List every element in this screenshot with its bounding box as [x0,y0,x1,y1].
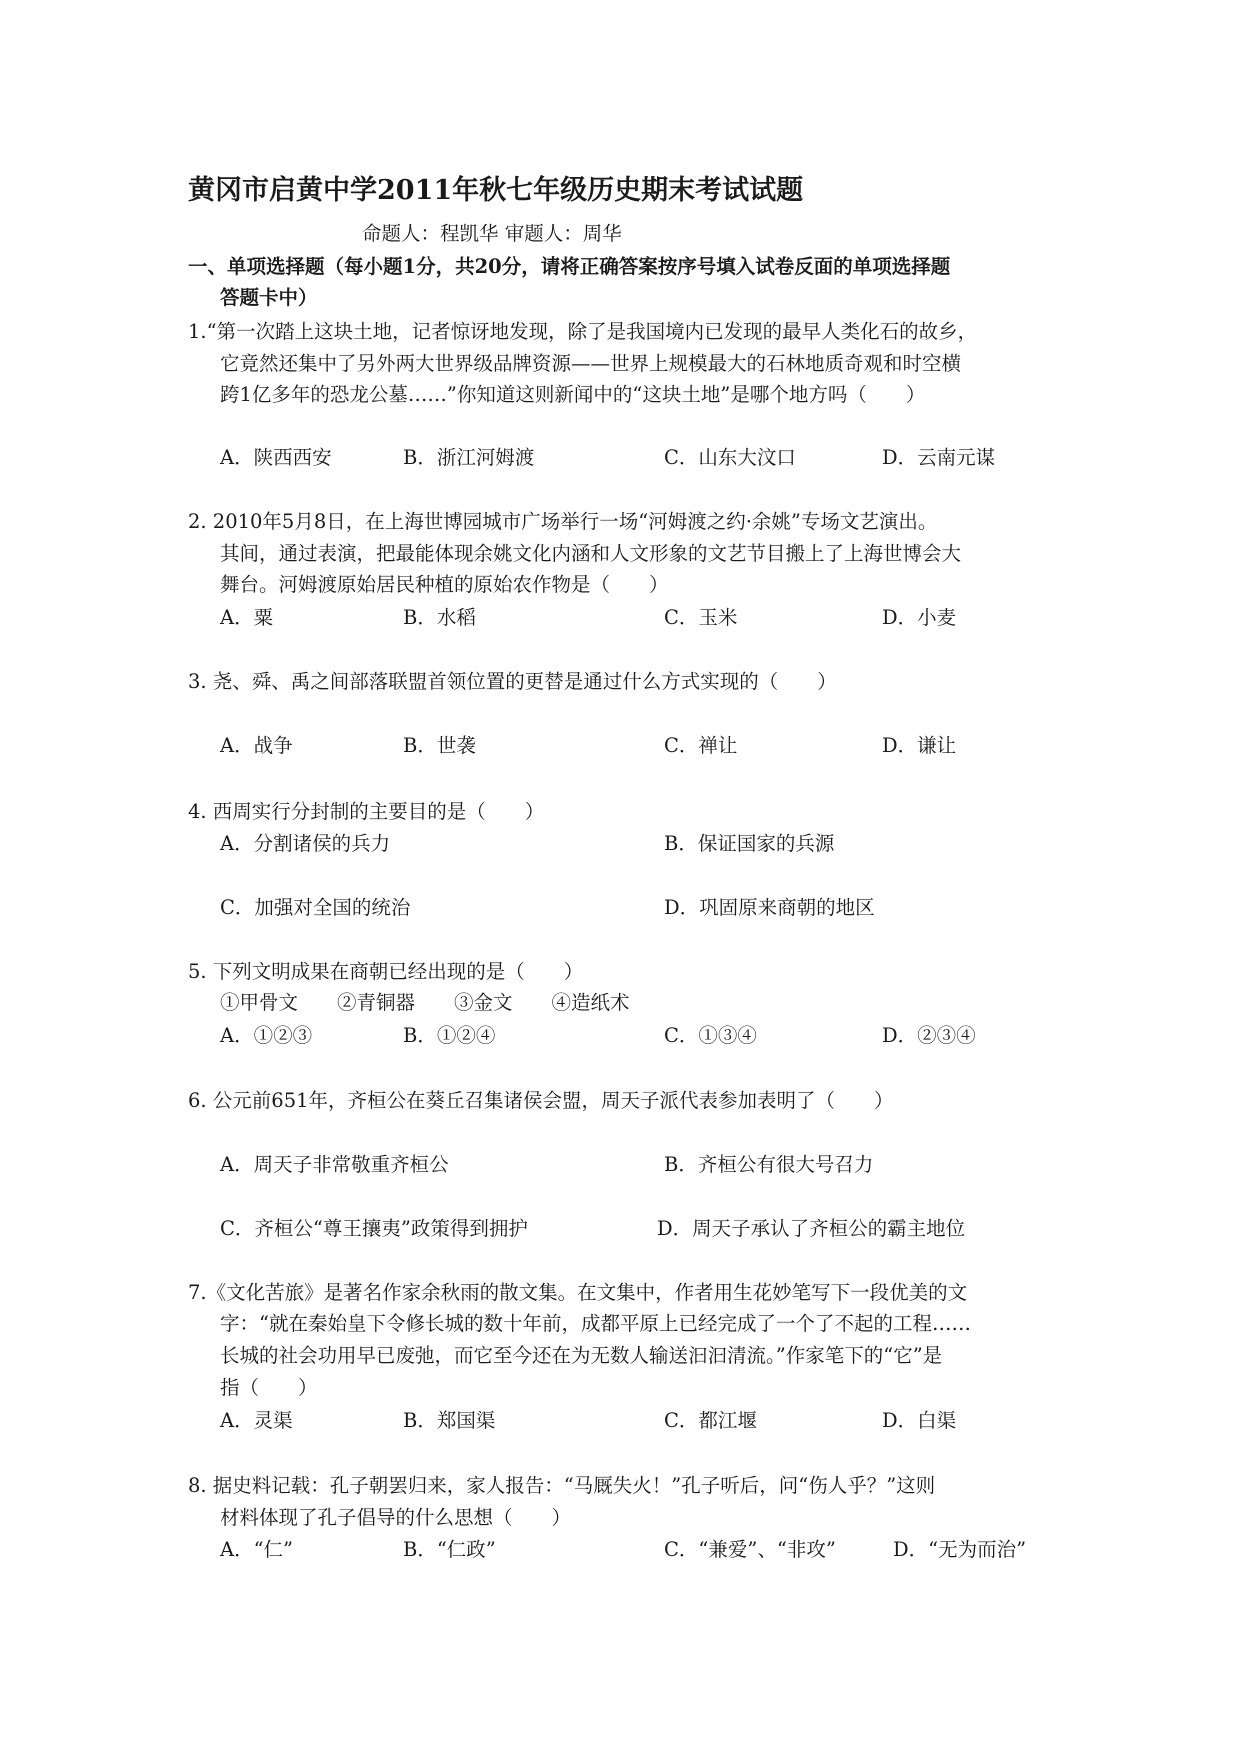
question-2-option-c: C．玉米 [664,606,738,629]
question-5-option-b: B．①②④ [403,1024,496,1047]
question-3-option-b: B．世袭 [403,734,476,757]
question-2-option-b: B．水稻 [403,606,476,629]
question-7-option-d: D．白渠 [882,1409,957,1432]
question-1-option-d: D．云南元谋 [882,446,996,469]
section-heading-cont: 答题卡中） [220,286,318,309]
question-6-option-c: C．齐桓公“尊王攘夷”政策得到拥护 [220,1217,528,1240]
question-2-option-d: D．小麦 [882,606,957,629]
question-7-option-a: A．灵渠 [220,1409,293,1432]
question-3-line: 3. 尧、舜、禹之间部落联盟首领位置的更替是通过什么方式实现的（ ） [188,670,837,693]
question-7-line: 7.《文化苦旅》是著名作家余秋雨的散文集。在文集中，作者用生花妙笔写下一段优美的文 [188,1281,968,1304]
question-5-option-c: C．①③④ [664,1024,757,1047]
question-1-option-a: A．陕西西安 [220,446,332,469]
question-2-line: 2. 2010年5月8日，在上海世博园城市广场举行一场“河姆渡之约·余姚”专场文艺演出。 [188,510,938,533]
question-6-option-a: A．周天子非常敬重齐桓公 [220,1153,449,1176]
question-7-line: 长城的社会功用早已废弛，而它至今还在为无数人输送汩汩清流。”作家笔下的“它”是 [220,1344,943,1367]
question-8-line: 8. 据史料记载：孔子朝罢归来，家人报告：“马厩失火！”孔子听后，问“伤人乎？”这则 [188,1474,936,1497]
question-8-line: 材料体现了孔子倡导的什么思想（ ） [220,1506,572,1529]
question-4-option-c: C．加强对全国的统治 [220,896,411,919]
question-5-option-a: A．①②③ [220,1024,313,1047]
question-3-option-c: C．禅让 [664,734,738,757]
section-heading: 一、单项选择题（每小题1分，共20分，请将正确答案按序号填入试卷反面的单项选择题 [188,255,951,278]
question-2-option-a: A．粟 [220,606,274,629]
question-5-option-d: D．②③④ [882,1024,976,1047]
question-7-line: 指（ ） [220,1376,318,1399]
question-8-option-a: A．“仁” [220,1538,294,1561]
question-1-line: 1.“第一次踏上这块土地，记者惊讶地发现，除了是我国境内已发现的最早人类化石的故乡， [188,320,978,343]
question-4-option-a: A．分割诸侯的兵力 [220,832,391,855]
question-6-option-b: B．齐桓公有很大号召力 [664,1153,874,1176]
question-4-line: 4. 西周实行分封制的主要目的是（ ） [188,800,545,823]
question-1-line: 跨1亿多年的恐龙公墓……”你知道这则新闻中的“这块土地”是哪个地方吗（ ） [220,383,926,406]
question-1-option-b: B．浙江河姆渡 [403,446,535,469]
question-8-option-c: C．“兼爱”、“非攻” [664,1538,836,1561]
question-8-option-d: D．“无为而治” [893,1538,1027,1561]
question-5-line: ①甲骨文 ②青铜器 ③金文 ④造纸术 [220,991,630,1014]
question-4-option-d: D．巩固原来商朝的地区 [664,896,875,919]
question-4-option-b: B．保证国家的兵源 [664,832,835,855]
question-2-line: 其间，通过表演，把最能体现余姚文化内涵和人文形象的文艺节目搬上了上海世博会大 [220,542,962,565]
question-5-line: 5. 下列文明成果在商朝已经出现的是（ ） [188,960,584,983]
question-6-option-d: D．周天子承认了齐桓公的霸主地位 [657,1217,966,1240]
question-7-option-c: C．都江堰 [664,1409,757,1432]
exam-title: 黄冈市启黄中学2011年秋七年级历史期末考试试题 [188,175,804,206]
question-2-line: 舞台。河姆渡原始居民种植的原始农作物是（ ） [220,573,669,596]
question-1-option-c: C．山东大汶口 [664,446,796,469]
question-7-option-b: B．郑国渠 [403,1409,496,1432]
question-3-option-a: A．战争 [220,734,293,757]
question-7-line: 字：“就在秦始皇下令修长城的数十年前，成都平原上已经完成了一个了不起的工程…… [220,1312,971,1335]
question-8-option-b: B．“仁政” [403,1538,496,1561]
question-3-option-d: D．谦让 [882,734,957,757]
exam-authors: 命题人：程凯华 审题人：周华 [362,222,622,245]
question-6-line: 6. 公元前651年，齐桓公在葵丘召集诸侯会盟，周天子派代表参加表明了（ ） [188,1089,894,1112]
question-1-line: 它竟然还集中了另外两大世界级品牌资源——世界上规模最大的石林地质奇观和时空横 [220,352,962,375]
